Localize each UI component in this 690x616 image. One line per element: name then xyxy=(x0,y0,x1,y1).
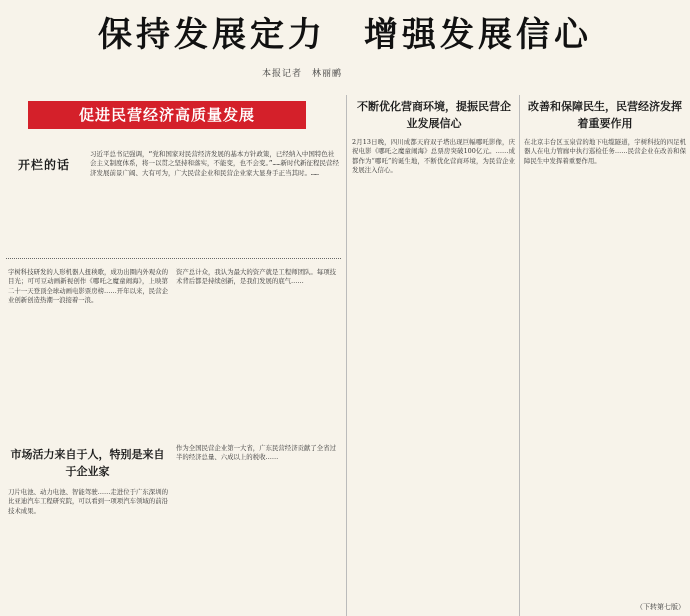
column-intro-box xyxy=(6,142,341,254)
byline: 本报记者 林丽鹂 xyxy=(262,69,343,79)
column-divider xyxy=(346,95,347,616)
intro-title: 开栏的话 xyxy=(18,158,71,172)
left-body-col-4: 作为全国民营企业第一大省，广东民营经济贡献了全省过半的经济总量、六成以上的税收…… xyxy=(176,444,336,462)
left-body-col-1: 宇树科技研发的人形机器人扭秧歌，成功出圈内外观众的目光；可可豆动画新视创作《哪吒之魔童闹海》，上映第二十一天登顶全球动画电影票房榜……开年以来，民营企业创新创造热潮一浪接着一浪。 xyxy=(8,268,168,305)
middle-body: 2月13日晚，四川成都天府双子塔出现巨幅哪吒影像，庆祝电影《哪吒之魔童闹海》总票房突破100亿元。……成都作为“哪吒”的诞生地，不断优化营商环境，为民营企业发展注入信心。 xyxy=(352,138,515,175)
page-headline: 保持发展定力 增强发展信心 xyxy=(98,15,592,55)
column-divider xyxy=(519,95,520,616)
left-body-col-3: 刀片电池、动力电池、智能驾驶……走进位于广东深圳的比亚迪汽车工程研究院，可以看到一项项汽车领域的前沿技术成果。 xyxy=(8,488,168,515)
subhead-livelihood: 改善和保障民生，民营经济发挥着重要作用 xyxy=(528,100,682,130)
intro-divider xyxy=(6,258,341,259)
continued-note: （下转第七版） xyxy=(636,603,685,611)
subhead-business-environment: 不断优化营商环境，提振民营企业发展信心 xyxy=(357,100,511,130)
subhead-market-vitality: 市场活力来自于人，特别是来自于企业家 xyxy=(10,448,165,478)
section-banner: 促进民营经济高质量发展 xyxy=(28,101,306,129)
right-body: 在北京丰台区玉泉营的地下电缆隧道，宇树科技的四足机器人在电力管廊中执行巡检任务……民营企业在改善和保障民生中发挥着重要作用。 xyxy=(524,138,686,165)
intro-text: 习近平总书记强调，“党和国家对民营经济发展的基本方针政策，已经纳入中国特色社会主义制度体系，将一以贯之坚持和落实，不能变，也不会变。”……新时代新征程民营经济发展前景广阔、大有可为，广大民营企业和民营企业家大显身手正当其时。…… xyxy=(90,150,339,177)
left-body-col-2: 资产总计众，我认为最大的资产就是工程师团队。每项技术背后都是持续创新，是我们发展的底气…… xyxy=(176,268,336,286)
